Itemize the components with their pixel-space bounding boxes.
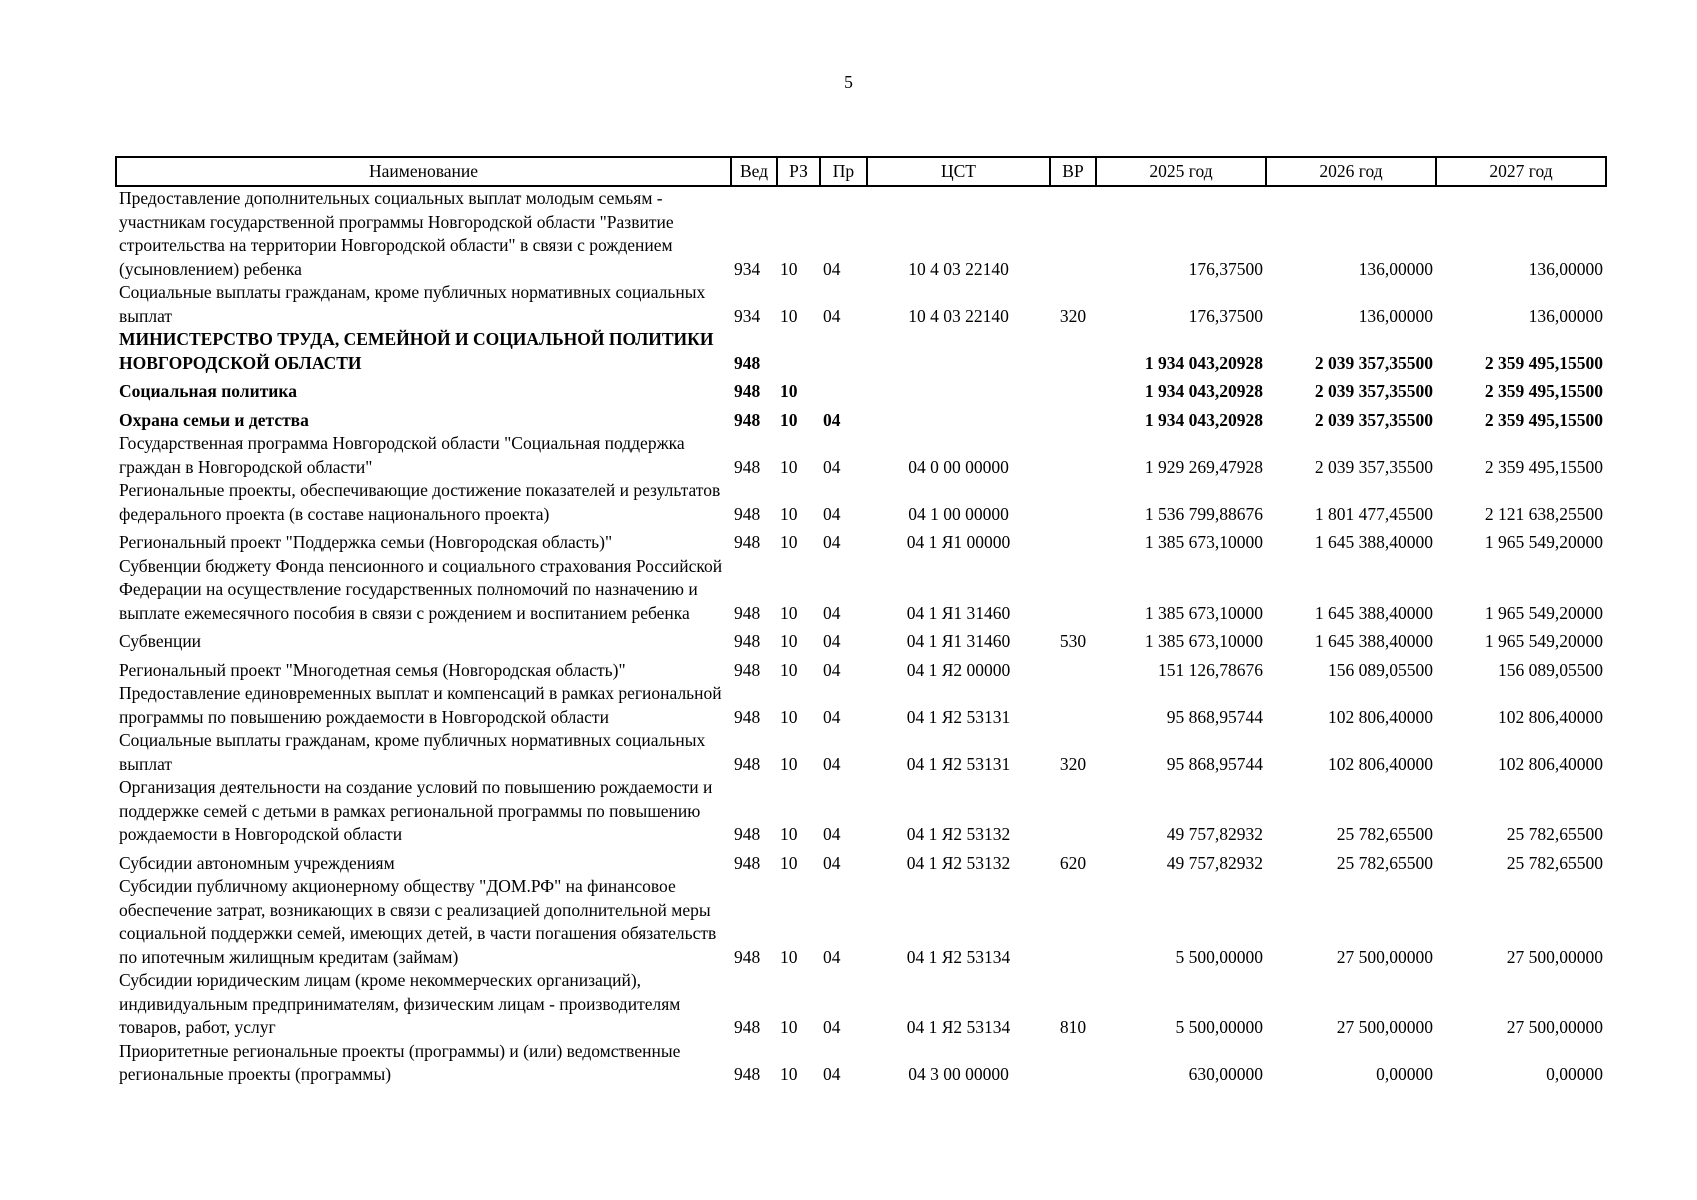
row-vr: [1050, 875, 1096, 969]
row-pr: 04: [823, 852, 841, 873]
row-vr: [1050, 375, 1096, 404]
row-ved: 948: [734, 659, 761, 680]
row-amount-2027: 0,00000: [1546, 1064, 1603, 1084]
row-amount-2026: 2 039 357,35500: [1314, 456, 1433, 477]
table-row: [116, 328, 1606, 375]
table-row: [116, 776, 1606, 847]
row-cst: [867, 328, 1050, 375]
table-row: [116, 375, 1606, 404]
row-ved: 948: [734, 946, 761, 967]
header-2025: 2025 год: [1096, 157, 1266, 186]
row-amount-2027: 2 121 638,25500: [1484, 503, 1603, 524]
row-ved: 948: [734, 602, 761, 623]
row-rz: 10: [780, 602, 798, 623]
header-rz: РЗ: [777, 157, 820, 186]
row-cst: 04 1 Я2 00000: [906, 659, 1011, 680]
row-rz: 10: [780, 503, 798, 524]
row-name: Региональный проект "Поддержка семьи (Новгородская область)": [119, 532, 613, 552]
row-amount-2025: 49 757,82932: [1166, 852, 1263, 873]
row-cst: 04 0 00 00000: [908, 456, 1009, 477]
row-amount-2025: 5 500,00000: [1175, 946, 1263, 967]
row-amount-2027: 2 359 495,15500: [1484, 456, 1603, 477]
row-amount-2027: 136,00000: [1528, 258, 1603, 279]
row-amount-2025: 1 385 673,10000: [1144, 602, 1263, 623]
row-ved: 948: [734, 456, 761, 477]
row-amount-2027: 1 965 549,20000: [1484, 631, 1603, 651]
row-amount-2025: 95 868,95744: [1166, 753, 1263, 774]
row-cst: 04 1 Я2 53131: [906, 706, 1011, 727]
row-name: Охрана семьи и детства: [119, 409, 309, 430]
table-row: [116, 432, 1606, 479]
row-vr: 320: [1059, 753, 1087, 774]
row-amount-2026: 136,00000: [1358, 258, 1433, 279]
row-ved: 948: [734, 409, 761, 430]
row-rz: 10: [780, 409, 798, 430]
row-cst: 10 4 03 22140: [908, 258, 1009, 279]
row-amount-2025: 176,37500: [1188, 305, 1263, 326]
row-vr: [1050, 186, 1096, 281]
table-row: [116, 654, 1606, 683]
row-pr: 04: [823, 706, 841, 727]
row-rz: 10: [780, 381, 798, 401]
row-pr: 04: [823, 503, 841, 524]
row-vr: [1050, 328, 1096, 375]
row-rz: 10: [780, 706, 798, 727]
row-cst: 04 1 00 00000: [908, 503, 1009, 524]
row-cst: 04 1 Я2 53132: [906, 824, 1011, 844]
row-rz: 10: [780, 824, 798, 844]
row-amount-2026: 2 039 357,35500: [1314, 352, 1433, 373]
row-cst: [867, 404, 1050, 433]
table-row: [116, 1040, 1606, 1087]
row-name: Предоставление единовременных выплат и компенсаций в рамках региональной программы по повышению рождаемости в Новгородской области: [119, 683, 722, 727]
row-rz: 10: [780, 852, 798, 873]
row-vr: 810: [1059, 1017, 1087, 1037]
row-amount-2026: 25 782,65500: [1336, 852, 1433, 873]
row-rz: 10: [780, 946, 798, 967]
row-ved: 948: [734, 824, 761, 844]
row-vr: [1050, 432, 1096, 479]
row-name: Предоставление дополнительных социальных выплат молодым семьям - участникам государственной программы Новгородской области "Развитие строительства на территории Новгородской области" в связи с рождением (усыновлением) ребенка: [119, 188, 674, 279]
row-amount-2025: 5 500,00000: [1175, 1017, 1263, 1037]
header-cst: ЦСТ: [867, 157, 1050, 186]
page-number: 5: [844, 72, 853, 92]
row-name: Социальные выплаты гражданам, кроме публичных нормативных социальных выплат: [119, 730, 706, 774]
row-amount-2026: 156 089,05500: [1328, 659, 1433, 680]
row-rz: 10: [780, 659, 798, 680]
row-rz: 10: [780, 1017, 798, 1037]
row-ved: 948: [734, 631, 761, 651]
row-amount-2025: 1 929 269,47928: [1144, 456, 1263, 477]
row-amount-2027: 2 359 495,15500: [1484, 352, 1603, 373]
row-amount-2025: 1 385 673,10000: [1144, 532, 1263, 552]
row-pr: [820, 328, 867, 375]
row-amount-2025: 630,00000: [1188, 1064, 1263, 1084]
row-amount-2025: 1 934 043,20928: [1144, 409, 1263, 430]
row-amount-2025: 1 536 799,88676: [1144, 503, 1263, 524]
row-name: Приоритетные региональные проекты (программы) и (или) ведомственные региональные проекты (программы): [119, 1040, 681, 1084]
row-amount-2027: 2 359 495,15500: [1484, 409, 1603, 430]
row-amount-2027: 27 500,00000: [1506, 1017, 1603, 1037]
table-row: [116, 281, 1606, 328]
row-ved: 948: [734, 352, 761, 373]
row-amount-2026: 102 806,40000: [1328, 753, 1433, 774]
row-amount-2026: 27 500,00000: [1336, 946, 1433, 967]
row-pr: 04: [823, 258, 841, 279]
row-cst: 04 3 00 00000: [908, 1064, 1009, 1084]
row-pr: 04: [823, 305, 841, 326]
row-cst: 04 1 Я1 31460: [906, 602, 1011, 623]
row-pr: 04: [823, 409, 841, 430]
row-rz: 10: [780, 532, 798, 552]
row-cst: 04 1 Я1 31460: [906, 631, 1011, 651]
row-amount-2027: 102 806,40000: [1498, 753, 1603, 774]
row-amount-2026: 1 645 388,40000: [1314, 631, 1433, 651]
row-pr: 04: [823, 602, 841, 623]
row-pr: 04: [823, 456, 841, 477]
row-amount-2027: 1 965 549,20000: [1484, 532, 1603, 552]
table-row: [116, 555, 1606, 626]
header-name: Наименование: [116, 157, 731, 186]
row-amount-2027: 25 782,65500: [1506, 824, 1603, 844]
row-amount-2025: 1 385 673,10000: [1144, 631, 1263, 651]
row-ved: 948: [734, 706, 761, 727]
row-name: Региональные проекты, обеспечивающие достижение показателей и результатов федерального проекта (в составе национального проекта): [119, 480, 721, 524]
row-cst: 04 1 Я2 53134: [906, 946, 1011, 967]
row-name: Региональный проект "Многодетная семья (Новгородская область)": [119, 659, 626, 680]
row-rz: 10: [780, 305, 798, 326]
row-name: Организация деятельности на создание условий по повышению рождаемости и поддержке семей с детьми в рамках региональной программы по повышению рождаемости в Новгородской области: [119, 777, 713, 844]
row-ved: 934: [734, 258, 761, 279]
row-ved: 948: [734, 753, 761, 774]
header-vr: ВР: [1050, 157, 1096, 186]
row-pr: 04: [823, 532, 841, 552]
row-ved: 948: [734, 1064, 761, 1084]
row-vr: [1050, 555, 1096, 626]
row-cst: 04 1 Я2 53131: [906, 753, 1011, 774]
row-vr: [1050, 479, 1096, 526]
row-amount-2026: 136,00000: [1358, 305, 1433, 326]
row-name: МИНИСТЕРСТВО ТРУДА, СЕМЕЙНОЙ И СОЦИАЛЬНОЙ ПОЛИТИКИ НОВГОРОДСКОЙ ОБЛАСТИ: [119, 329, 714, 373]
row-vr: 530: [1059, 631, 1087, 651]
row-amount-2025: 1 934 043,20928: [1144, 352, 1263, 373]
row-cst: 04 1 Я2 53134: [906, 1017, 1011, 1037]
row-amount-2026: 1 801 477,45500: [1314, 503, 1433, 524]
row-amount-2026: 0,00000: [1376, 1064, 1433, 1084]
row-amount-2026: 1 645 388,40000: [1314, 532, 1433, 552]
row-amount-2027: 156 089,05500: [1498, 659, 1603, 680]
row-amount-2026: 2 039 357,35500: [1314, 381, 1433, 401]
row-pr: 04: [823, 631, 841, 651]
row-pr: 04: [823, 1017, 841, 1037]
table-header-row: [116, 157, 1606, 186]
row-name: Субсидии публичному акционерному обществу "ДОМ.РФ" на финансовое обеспечение затрат, возникающих в связи с реализацией дополнительной меры социальной поддержки семей, имеющих детей, в части погашения обязательств по ипотечным жилищным кредитам (займам): [119, 876, 717, 967]
row-name: Государственная программа Новгородской области "Социальная поддержка граждан в Новгородской области": [119, 433, 685, 477]
row-pr: 04: [823, 946, 841, 967]
row-amount-2026: 25 782,65500: [1336, 824, 1433, 844]
header-2027: 2027 год: [1436, 157, 1606, 186]
table-row: [116, 875, 1606, 969]
row-rz: 10: [780, 1064, 798, 1084]
row-rz: 10: [780, 753, 798, 774]
row-amount-2027: 1 965 549,20000: [1484, 602, 1603, 623]
row-amount-2026: 102 806,40000: [1328, 706, 1433, 727]
row-amount-2027: 136,00000: [1528, 305, 1603, 326]
row-amount-2026: 27 500,00000: [1336, 1017, 1433, 1037]
row-ved: 948: [734, 381, 761, 401]
row-pr: [820, 375, 867, 404]
row-name: Субсидии юридическим лицам (кроме некоммерческих организаций), индивидуальным предпринимателям, физическим лицам - производителям товаров, работ, услуг: [119, 970, 681, 1037]
header-ved: Вед: [731, 157, 777, 186]
row-amount-2025: 176,37500: [1188, 258, 1263, 279]
row-vr: 620: [1059, 852, 1087, 873]
row-amount-2025: 49 757,82932: [1166, 824, 1263, 844]
row-amount-2027: 25 782,65500: [1506, 852, 1603, 873]
budget-table: [115, 156, 1607, 1087]
row-vr: [1050, 1040, 1096, 1087]
row-name: Социальная политика: [119, 381, 297, 401]
table-row: [116, 625, 1606, 654]
row-amount-2027: 2 359 495,15500: [1484, 381, 1603, 401]
row-amount-2027: 27 500,00000: [1506, 946, 1603, 967]
table-row: [116, 847, 1606, 876]
row-vr: 320: [1059, 305, 1087, 326]
row-rz: [777, 328, 820, 375]
row-ved: 934: [734, 305, 761, 326]
row-cst: 04 1 Я2 53132: [906, 852, 1011, 873]
row-name: Субсидии автономным учреждениям: [119, 852, 395, 873]
row-rz: 10: [780, 456, 798, 477]
table-row: [116, 682, 1606, 729]
row-pr: 04: [823, 1064, 841, 1084]
row-vr: [1050, 776, 1096, 847]
row-name: Субвенции: [119, 631, 202, 651]
table-row: [116, 969, 1606, 1040]
table-row: [116, 526, 1606, 555]
row-name: Субвенции бюджету Фонда пенсионного и социального страхования Российской Федерации на осуществление государственных полномочий по назначению и выплате ежемесячного пособия в связи с рождением и воспитанием ребенка: [119, 555, 723, 623]
table-row: [116, 404, 1606, 433]
row-ved: 948: [734, 503, 761, 524]
row-amount-2027: 102 806,40000: [1498, 706, 1603, 727]
header-2026: 2026 год: [1266, 157, 1436, 186]
row-amount-2026: 2 039 357,35500: [1314, 409, 1433, 430]
row-vr: [1050, 682, 1096, 729]
row-ved: 948: [734, 532, 761, 552]
row-ved: 948: [734, 852, 761, 873]
table-row: [116, 186, 1606, 281]
row-rz: 10: [780, 631, 798, 651]
row-vr: [1050, 526, 1096, 555]
row-pr: 04: [823, 753, 841, 774]
table-row: [116, 729, 1606, 776]
row-amount-2025: 1 934 043,20928: [1144, 381, 1263, 401]
table-row: [116, 479, 1606, 526]
row-rz: 10: [780, 258, 798, 279]
row-ved: 948: [734, 1017, 761, 1037]
row-vr: [1050, 404, 1096, 433]
row-amount-2025: 151 126,78676: [1158, 659, 1263, 680]
row-pr: 04: [823, 659, 841, 680]
row-vr: [1050, 654, 1096, 683]
row-pr: 04: [823, 824, 841, 844]
row-name: Социальные выплаты гражданам, кроме публичных нормативных социальных выплат: [119, 282, 706, 326]
row-cst: 10 4 03 22140: [908, 305, 1009, 326]
row-amount-2025: 95 868,95744: [1166, 706, 1263, 727]
row-cst: [867, 375, 1050, 404]
row-cst: 04 1 Я1 00000: [906, 532, 1011, 552]
row-amount-2026: 1 645 388,40000: [1314, 602, 1433, 623]
header-pr: Пр: [820, 157, 867, 186]
